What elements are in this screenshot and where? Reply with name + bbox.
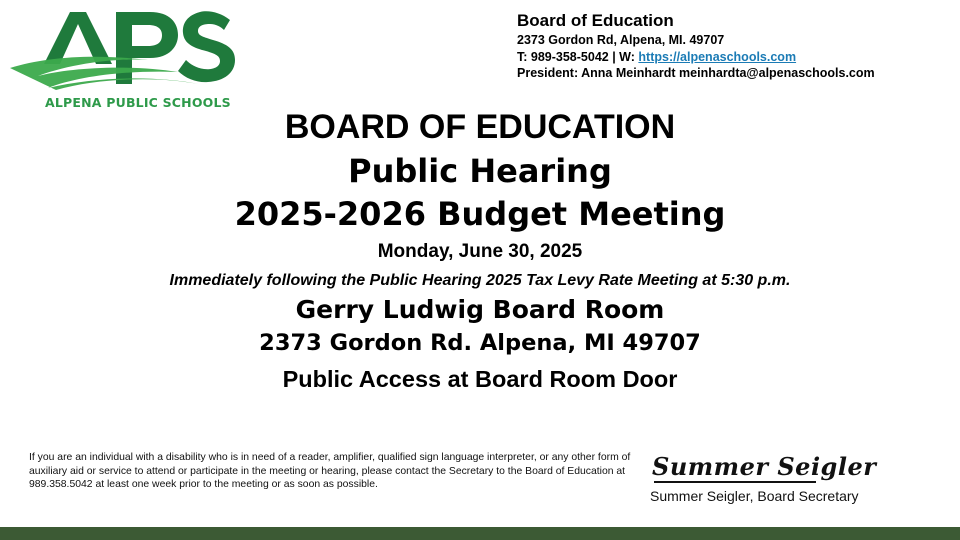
signature-underline (654, 481, 816, 483)
notice-meeting: 2025-2026 Budget Meeting (234, 195, 726, 233)
footer-bar (0, 527, 960, 540)
website-link[interactable]: https://alpenaschools.com (638, 49, 797, 64)
aps-logo (8, 6, 248, 110)
notice-subtitle: Public Hearing (348, 152, 612, 190)
notice-title: BOARD OF EDUCATION (284, 108, 676, 146)
handwritten-signature: Summer Seigler (652, 452, 877, 481)
logo-letter-p (116, 12, 178, 84)
signature-caption: Summer Seigler, Board Secretary (650, 488, 859, 504)
contact-address: 2373 Gordon Rd, Alpena, MI. 49707 (517, 33, 725, 47)
notice-timing: Immediately following the Public Hearing 2025 Tax Levy Rate Meeting at 5:30 p.m. (169, 272, 791, 289)
accessibility-notice: If you are an individual with a disability who is in need of a reader, amplifier, qualified sign language interpreter, or any other form of auxiliary aid or service to attend or participate in the meeting or hearing, please contact the Secretary to the Board of Education at 989.358.5042 at least one week prior to the meeting or as soon as possible. (29, 452, 631, 490)
contact-organization: Board of Education (517, 11, 674, 30)
notice-room: Gerry Ludwig Board Room (295, 295, 665, 324)
logo-tagline: ALPENA PUBLIC SCHOOLS (45, 95, 231, 110)
aps-logo-mark (8, 6, 248, 96)
contact-phone: T: 989-358-5042 | W: (517, 49, 639, 64)
notice-date: Monday, June 30, 2025 (377, 241, 583, 262)
contact-block (517, 10, 957, 82)
logo-letter-s (178, 11, 235, 82)
notice-access: Public Access at Board Room Door (282, 366, 678, 392)
notice-address: 2373 Gordon Rd. Alpena, MI 49707 (259, 330, 701, 356)
contact-phone-web (517, 49, 957, 66)
contact-president: President: Anna Meinhardt meinhardta@alpenaschools.com (517, 66, 875, 80)
logo-letter-a (44, 12, 112, 64)
